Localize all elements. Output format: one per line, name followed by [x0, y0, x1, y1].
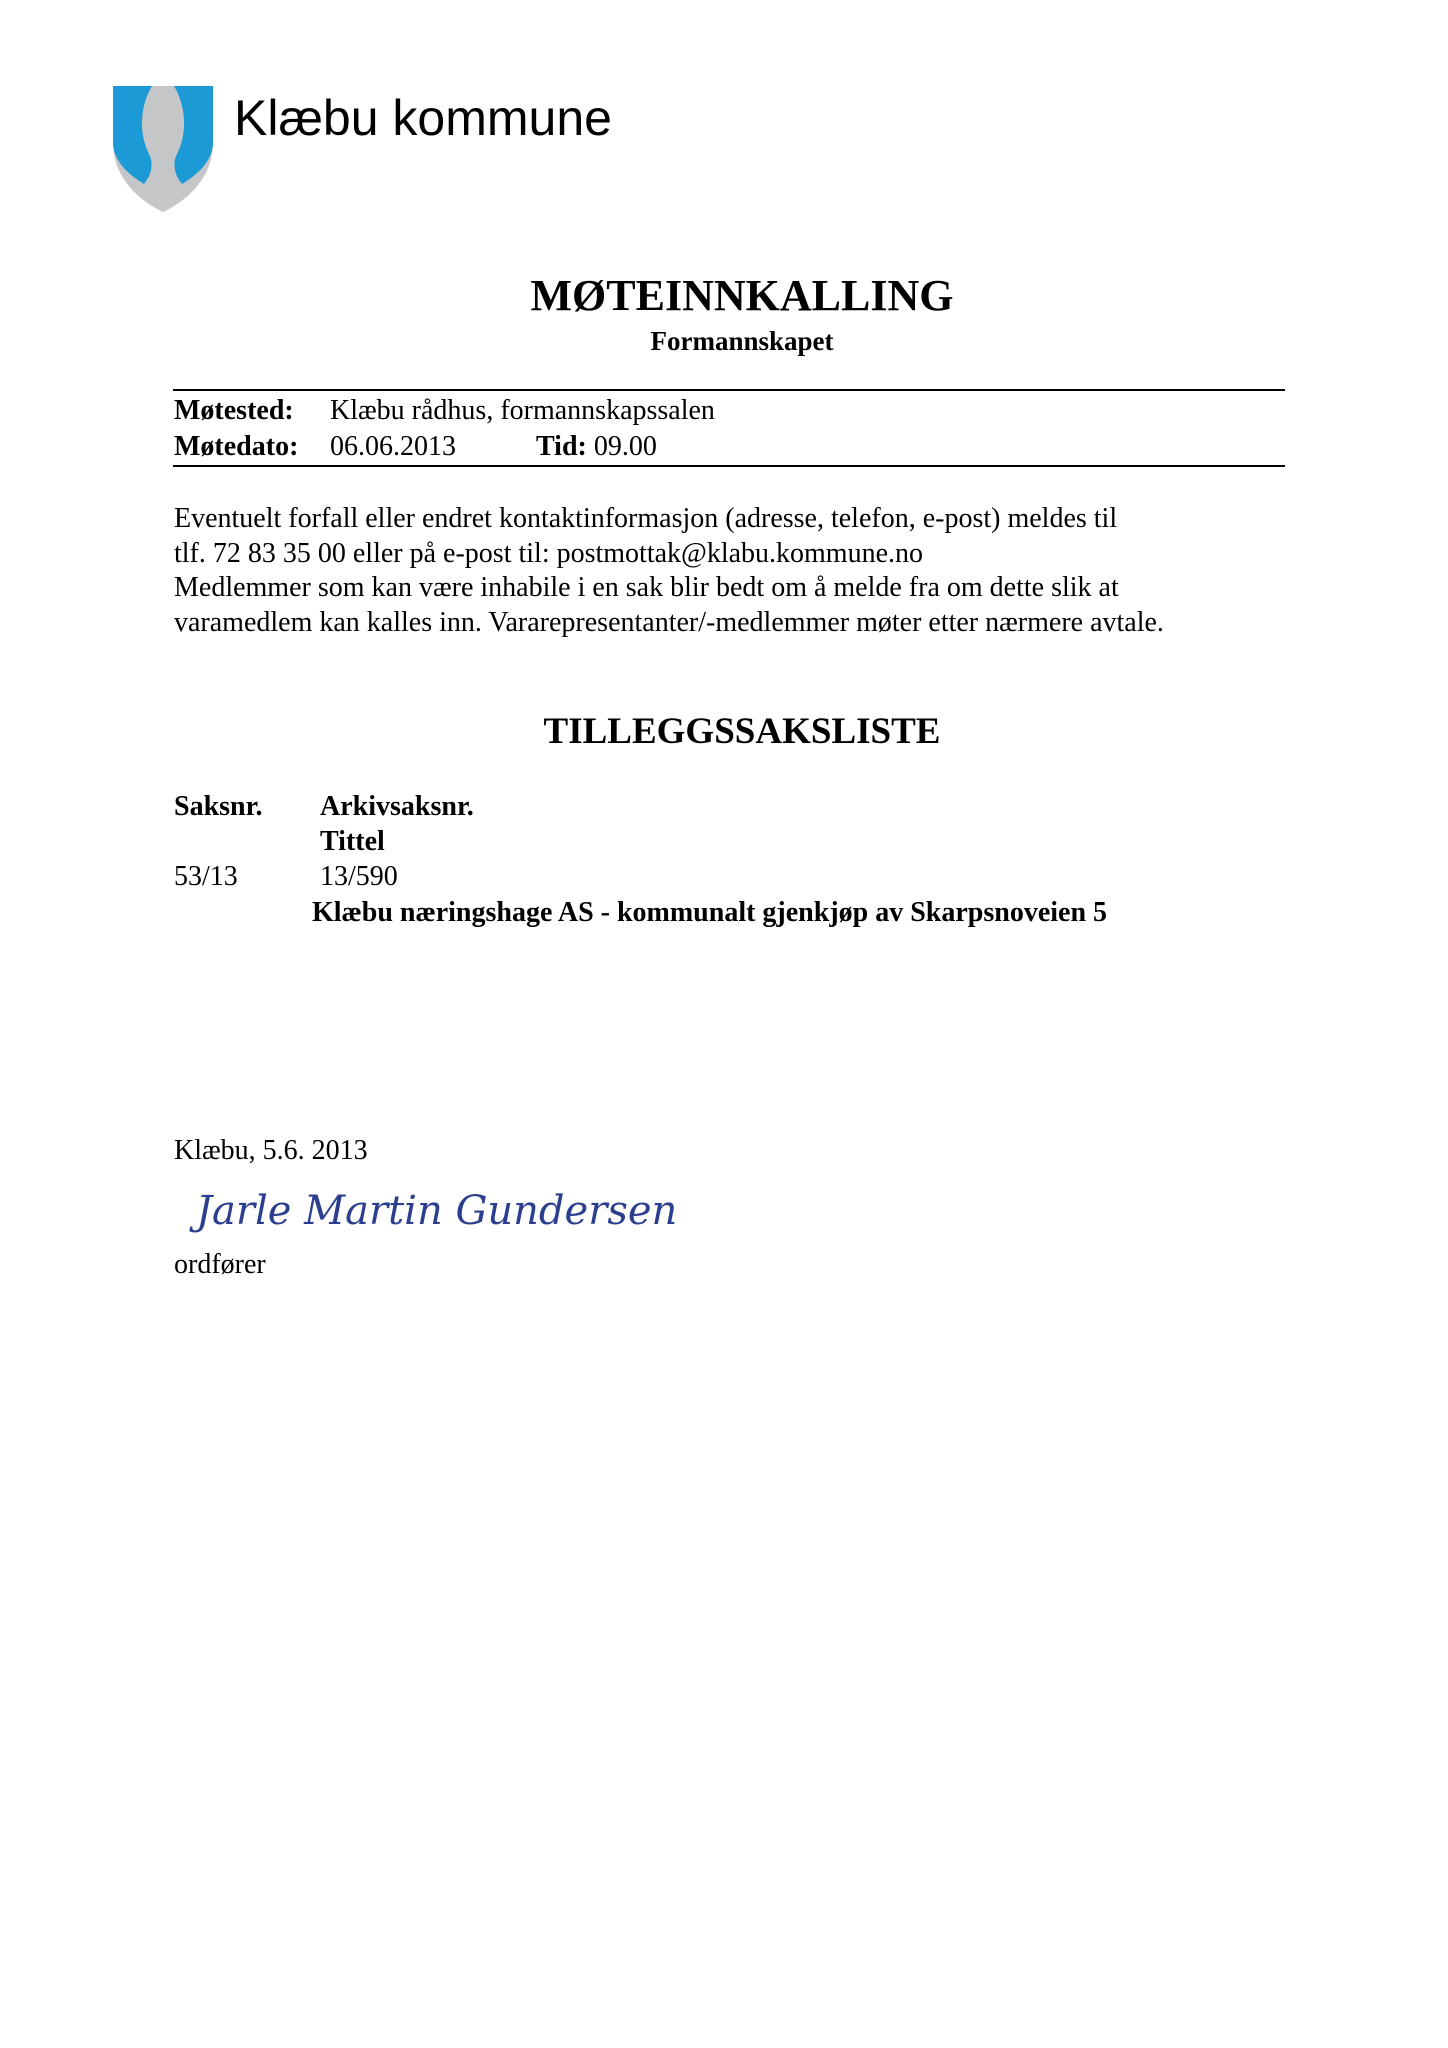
- meeting-date-value: 06.06.2013: [330, 431, 456, 462]
- meeting-date-row: [174, 430, 657, 464]
- meeting-place-label: Møtested:: [174, 395, 294, 426]
- info-line: Eventuelt forfall eller endret kontaktinformasjon (adresse, telefon, e-post) meldes til: [174, 503, 1118, 534]
- signature-image: [196, 1180, 678, 1240]
- column-header-title: Tittel: [320, 826, 385, 857]
- case-number: 53/13: [174, 861, 238, 892]
- info-line: varamedlem kan kalles inn. Vararepresentanter/-medlemmer møter etter nærmere avtale.: [174, 606, 1164, 638]
- case-list-title: TILLEGGSSAKSLISTE: [543, 711, 941, 752]
- document-title: MØTEINNKALLING: [530, 271, 954, 320]
- archive-number: 13/590: [320, 861, 398, 892]
- meeting-time-label: Tid:: [536, 431, 587, 462]
- document-subtitle: Formannskapet: [650, 326, 834, 356]
- meeting-place-row: [174, 394, 715, 428]
- info-line: tlf. 72 83 35 00 eller på e-post til: postmottak@klabu.kommune.no: [174, 537, 924, 569]
- column-header-case-no: Saksnr.: [174, 791, 263, 822]
- signatory-role: ordfører: [174, 1249, 266, 1280]
- place-and-date: Klæbu, 5.6. 2013: [174, 1135, 368, 1166]
- column-header-archive-no: Arkivsaksnr.: [320, 791, 474, 822]
- case-title: Klæbu næringshage AS - kommunalt gjenkjøp av Skarpsnoveien 5: [312, 897, 1108, 928]
- info-line: Medlemmer som kan være inhabile i en sak blir bedt om å melde fra om dette slik at: [174, 572, 1119, 603]
- meeting-time: [536, 430, 657, 464]
- info-text: [174, 502, 1294, 640]
- organization-name: Klæbu kommune: [234, 90, 612, 146]
- divider-top: [173, 389, 1285, 391]
- signature-text: Jarle Martin Gundersen: [196, 1188, 678, 1234]
- meeting-date-label: Møtedato:: [174, 431, 299, 462]
- coat-of-arms-icon: [110, 84, 216, 214]
- meeting-time-value: 09.00: [593, 431, 657, 462]
- meeting-place-value: Klæbu rådhus, formannskapssalen: [330, 395, 715, 426]
- divider-bottom: [173, 465, 1285, 467]
